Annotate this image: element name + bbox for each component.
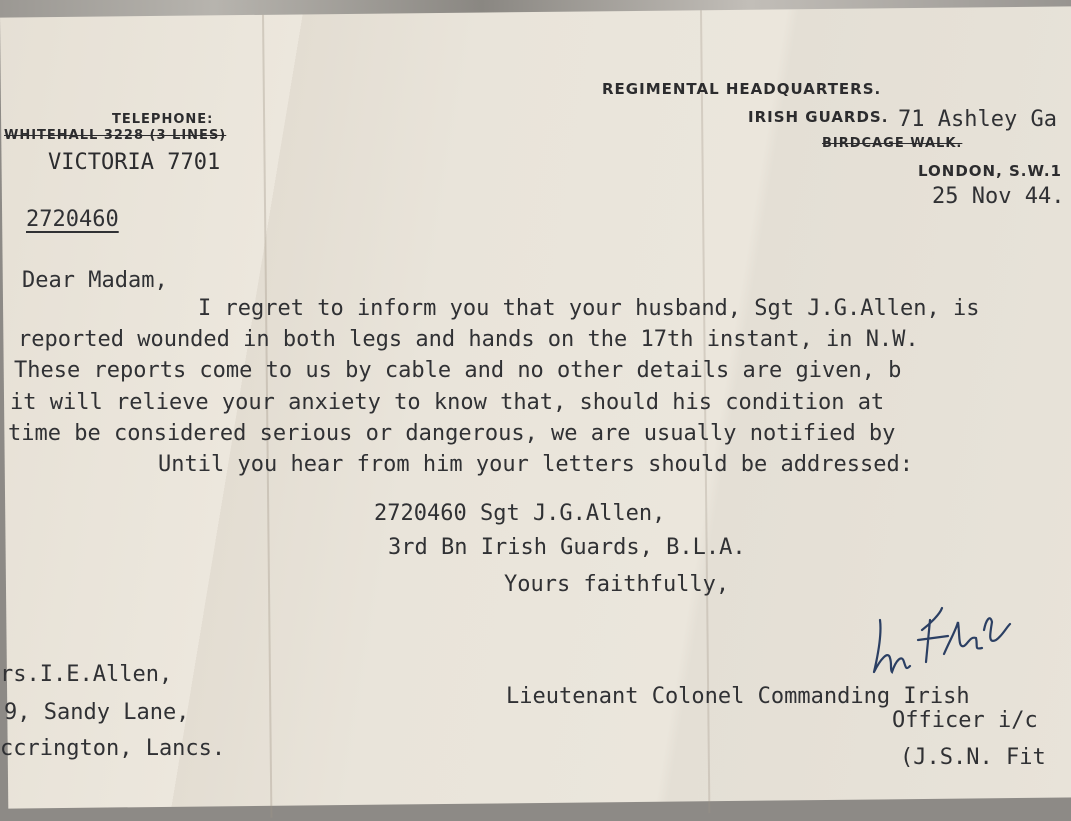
recipient-line: ccrington, Lancs. <box>0 736 226 761</box>
body-line: it will relieve your anxiety to know that, should his condition at <box>10 390 885 415</box>
old-address: BIRDCAGE WALK. <box>822 136 963 151</box>
forwarding-address-line: 3rd Bn Irish Guards, B.L.A. <box>388 535 746 560</box>
city-line: LONDON, S.W.1 <box>918 162 1062 180</box>
salutation: Dear Madam, <box>22 268 168 293</box>
letter-date: 25 Nov 44. <box>932 184 1065 209</box>
signatory-line: (J.S.N. Fit <box>900 745 1046 770</box>
old-telephone-number: WHITEHALL 3228 (3 LINES) <box>4 128 227 143</box>
body-line: These reports come to us by cable and no other details are given, b <box>14 358 902 383</box>
regiment-name: IRISH GUARDS. <box>748 108 889 126</box>
recipient-line: rs.I.E.Allen, <box>0 662 173 687</box>
body-line: time be considered serious or dangerous, we are usually notified by <box>8 421 896 446</box>
recipient-line: 9, Sandy Lane, <box>4 700 190 725</box>
closing: Yours faithfully, <box>504 572 730 597</box>
reference-number: 2720460 <box>26 207 119 232</box>
body-line: Until you hear from him your letters should be addressed: <box>158 452 913 477</box>
telephone-label: TELEPHONE: <box>112 112 214 127</box>
hq-title: REGIMENTAL HEADQUARTERS. <box>602 80 882 98</box>
body-line: reported wounded in both legs and hands on the 17th instant, in N.W. <box>18 327 919 352</box>
paper-fold <box>262 15 272 818</box>
signatory-line: Officer i/c <box>892 708 1038 733</box>
signatory-line: Lieutenant Colonel Commanding Irish <box>506 684 970 709</box>
body-line: I regret to inform you that your husband, Sgt J.G.Allen, is <box>198 296 980 321</box>
street-address: 71 Ashley Ga <box>898 107 1057 132</box>
signature <box>860 600 1020 680</box>
forwarding-address-line: 2720460 Sgt J.G.Allen, <box>374 501 666 526</box>
telephone-number: VICTORIA 7701 <box>48 150 221 175</box>
